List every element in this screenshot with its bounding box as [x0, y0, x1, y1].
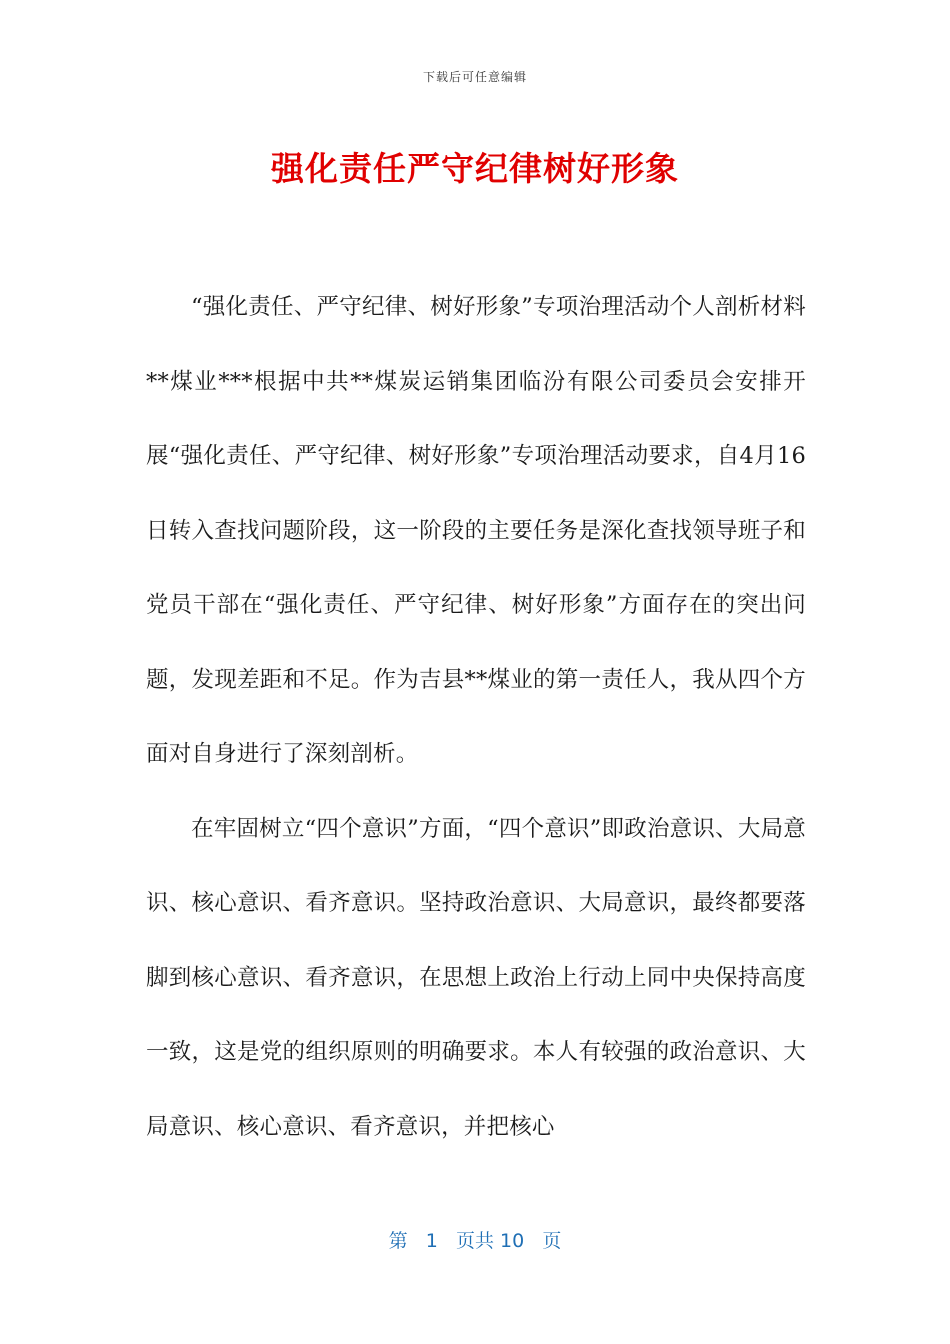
footer-page-prefix: 第: [388, 1230, 408, 1252]
footer-page-middle: 页共: [455, 1230, 494, 1252]
page-footer: [0, 1226, 950, 1253]
paragraph-1: “强化责任、严守纪律、树好形象”专项治理活动个人剖析材料**煤业***根据中共**煤炭运销集团临汾有限公司委员会安排开展“强化责任、严守纪律、树好形象”专项治理活动要求，自4月16日转入查找问题阶段，这一阶段的主要任务是深化查找领导班子和党员干部在“强化责任、严守纪律、树好形象”方面存在的突出问题，发现差距和不足。作为吉县**煤业的第一责任人，我从四个方面对自身进行了深刻剖析。: [146, 294, 806, 767]
paragraph-2: 在牢固树立“四个意识”方面，“四个意识”即政治意识、大局意识、核心意识、看齐意识。坚持政治意识、大局意识，最终都要落脚到核心意识、看齐意识，在思想上政治上行动上同中央保持高度一致，这是党的组织原则的明确要求。本人有较强的政治意识、大局意识、核心意识、看齐意识，并把核心: [146, 815, 806, 1140]
footer-page-suffix: 页: [542, 1230, 562, 1252]
document-title: 强化责任严守纪律树好形象: [271, 149, 679, 188]
header-note: 下载后可任意编辑: [422, 70, 527, 84]
document-body: [146, 270, 806, 1164]
footer-page-number: 1: [425, 1230, 438, 1252]
footer-page-total: 10: [500, 1230, 525, 1252]
